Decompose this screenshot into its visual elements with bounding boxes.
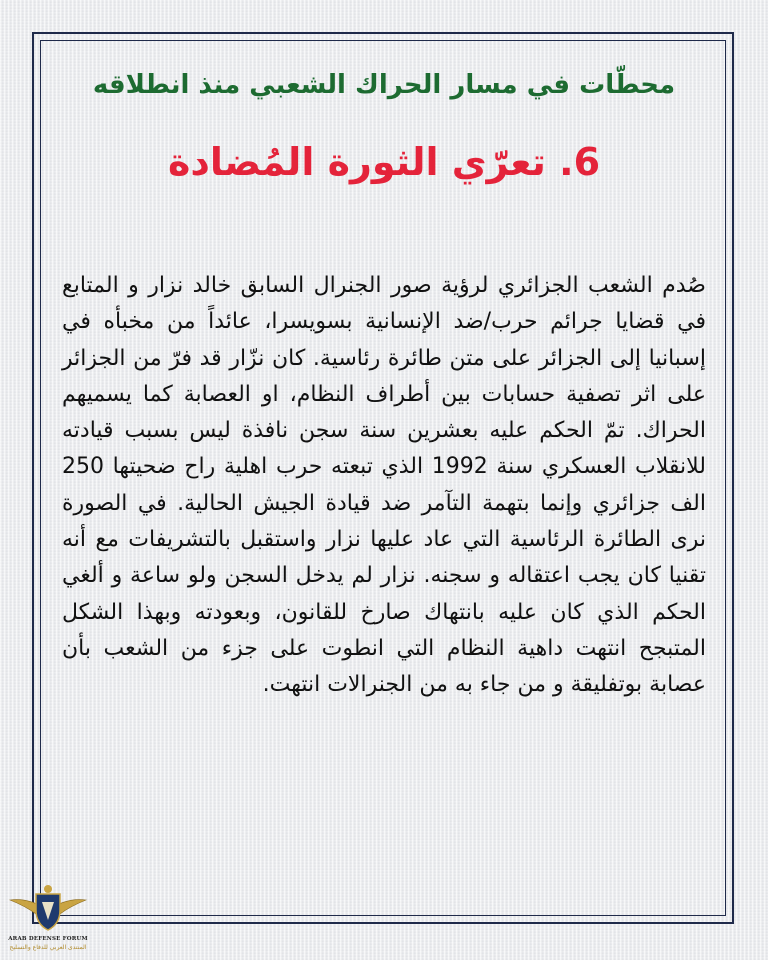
watermark-name-ar: المنتدى العربي للدفاع والتسليح (9, 944, 87, 951)
header-title: محطّات في مسار الحراك الشعبي منذ انطلاقه (92, 70, 676, 100)
watermark-name-en: ARAB DEFENSE FORUM (8, 936, 88, 942)
body-paragraph: صُدم الشعب الجزائري لرؤية صور الجنرال السابق خالد نزار و المتابع في قضايا جرائم حرب/ضد الإنسانية بسويسرا، عائداً من مخبأه في إسبانيا إلى الجزائر على متن طائرة رئاسية. كان نزّار قد فرّ من الجزائر على اثر تصفية حسابات بين أطراف النظام، او العصابة كما يسميهم الحراك. تمّ الحكم عليه بعشرين سنة سجن نافذة ليس بسبب قيادته للانقلاب العسكري سنة 1992 الذي تبعته حرب اهلية راح ضحيتها 250 الف جزائري وإنما بتهمة التآمر ضد قيادة الجيش الحالية. في الصورة نرى الطائرة الرئاسية التي عاد عليها نزار واستقبل بالتشريفات مع أنه تقنيا كان يجب اعتقاله و سجنه. نزار لم يدخل السجن ولو ساعة و ألغي الحكم الذي كان عليه بانتهاك صارخ للقانون، وبعودته وبهذا الشكل المتبجح انتهت داهية النظام التي انطوت على جزء من الشعب بأن عصابة بوتفليقة و من جاء به من الجنرالات انتهت. (62, 273, 706, 698)
eagle-emblem-icon (6, 880, 90, 938)
section-title: 6. تعرّي الثورة المُضادة (167, 140, 601, 184)
watermark-logo (6, 880, 90, 956)
